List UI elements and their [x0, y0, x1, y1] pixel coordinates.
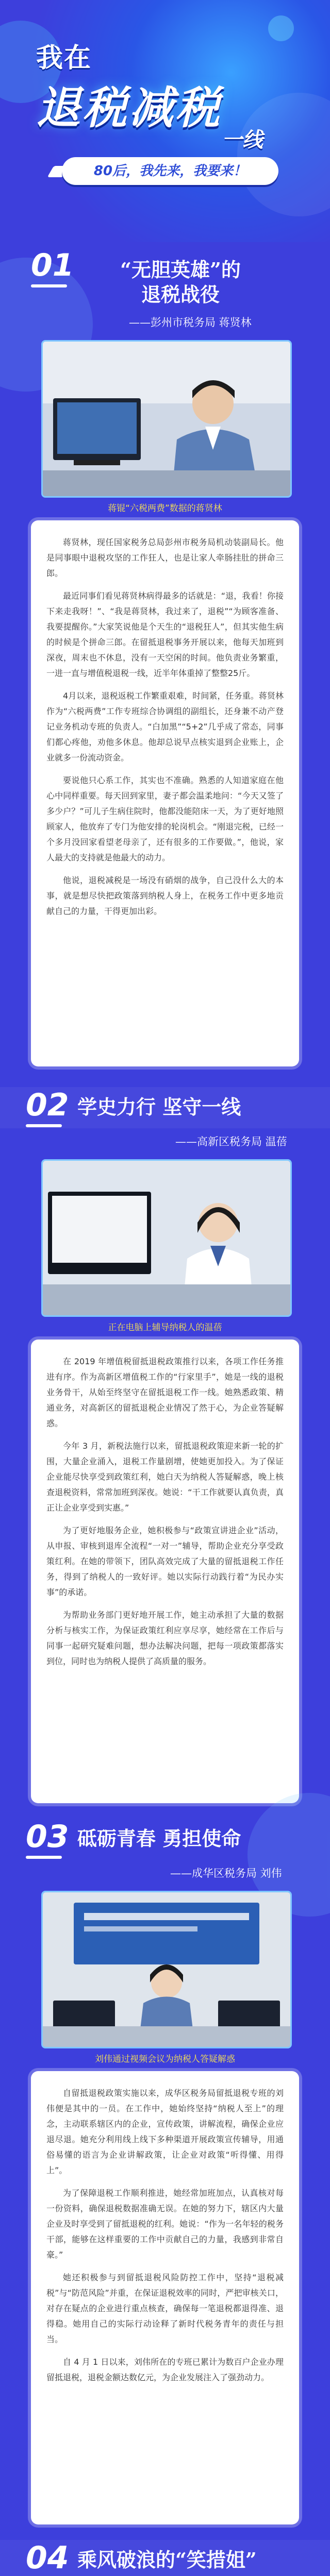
- photo-caption: 刘伟通过视频会议为纳税人答疑解惑: [95, 2054, 235, 2064]
- section-author: ——彭州市税务局 蒋贤林: [129, 316, 252, 329]
- paragraph: 他说，退税减税是一场没有硝烟的战争，自己没什么大的本事，就是想尽快把政策落到纳税人身上，在税务工作中更多地贡献自己的力量，干得更加出彩。: [46, 875, 284, 916]
- paragraph: 为了保障退税工作顺利推进，她经常加班加点，认真核对每一份资料，确保退税数据准确无误。在她的努力下，辖区内大量企业及时享受到了留抵退税的红利。她说：“作为一名年轻的税务干部，能够在这样重要的工作中贡献自己的力量，我感到非常自豪。”: [46, 2188, 284, 2260]
- section-number: 02: [26, 1087, 69, 1123]
- article-card: [31, 520, 299, 1066]
- paragraph: 为了更好地服务企业，她积极参与“政策宣讲进企业”活动，从申报、审核到退库全流程“一对一”辅导，帮助企业充分享受政策红利。在她的带领下，团队高效完成了大量的留抵退税工作任务，得到了纳税人的一致好评。她以实际行动践行着“为民办实事”的承诺。: [46, 1526, 284, 1597]
- paragraph: 4月以来，退税返税工作繁重艰难，时间紧，任务重。蒋贤林作为“六税两费”工作专班综合协调组的副组长，还身兼不动产登记业务机动专班的负责人。“白加黑”“5+2”几乎成了常态，同事们都心疼他，劝他多休息。他却总说早点核实退到企业账上，企业就多一份流动资金。: [46, 691, 284, 762]
- section-title: 乘风破浪的“笑措姐”: [77, 2548, 257, 2571]
- paragraph: 为帮助业务部门更好地开展工作，她主动承担了大量的数据分析与核实工作，为保证政策红利应享尽享，她经常在工作后与同事一起研究疑难问题，想办法解决问题，把每一项政策都落实到位，同时也为纳税人提供了高质量的服务。: [46, 1610, 284, 1666]
- section-title-line: “无胆英雄”的: [120, 258, 241, 281]
- hero-slogan: 80后，我先来，我要来！: [62, 157, 278, 185]
- section-photo: [41, 340, 292, 498]
- paragraph: 蒋贤林，现任国家税务总局彭州市税务局机动装副局长。他是同事眼中退税攻坚的工作狂人，也是让家人牵肠挂肚的拼命三郎。: [46, 537, 284, 578]
- section-number-underline: [26, 1124, 62, 1127]
- section-number: 03: [26, 1819, 69, 1855]
- hero-title-line1: 我在: [36, 43, 92, 74]
- paragraph: 自 4 月 1 日以来，刘伟所在的专班已累计为数百户企业办理留抵退税，退税金额达数亿元，为企业发展注入了强劲动力。: [46, 2357, 284, 2382]
- section-photo: [41, 1891, 292, 2048]
- photo-illustration: [43, 1892, 290, 2047]
- photo-illustration: [43, 342, 290, 496]
- photo-caption: 蒋锟“六税两费”数据的蒋贤林: [108, 503, 222, 514]
- section-author: ——高新区税务局 温蓓: [175, 1136, 287, 1148]
- section-number: 04: [26, 2540, 69, 2576]
- section-number: 01: [31, 247, 74, 283]
- section-number-underline: [31, 284, 67, 287]
- paragraph: 要说他只心系工作，其实也不准确。熟悉的人知道家庭在他心中同样重要。每天回到家里，妻子都会温柔地问：“今天又签了多少户？”可儿子生病住院时，他都没能陪床一天，为了更好地照顾家人，他放弃了专门为他安排的轮岗机会。“刚退完税，已经一个多月没回家看望老母亲了，还有很多的工作要做。”，他说，家人最大的支持就是他最大的动力。: [46, 775, 284, 862]
- article-card: [31, 2071, 299, 2524]
- section-title: 学史力行 坚守一线: [77, 1095, 241, 1118]
- section-title: [93, 258, 268, 307]
- section-number-underline: [26, 1856, 62, 1859]
- decor-circle: [237, 93, 330, 216]
- hero-title-line3: 一线: [222, 128, 263, 152]
- decor-circle: [268, 15, 294, 41]
- section-author: ——成华区税务局 刘伟: [170, 1867, 282, 1879]
- section-title: 砥砺青春 勇担使命: [77, 1827, 241, 1850]
- section-title-line: 退税战役: [141, 283, 220, 306]
- section-photo: [41, 1159, 292, 1317]
- photo-caption: 正在电脑上辅导纳税人的温蓓: [108, 1323, 222, 1333]
- article-card: [31, 1340, 299, 1803]
- hero-title-line2: 退税减税: [36, 82, 222, 134]
- paragraph: 她还积极参与到留抵退税风险防控工作中，坚持“退税减税”与“防范风险”并重，在保证退税效率的同时，严把审核关口，对存在疑点的企业进行重点核查，确保每一笔退税都退得准、退得稳。她用自己的实际行动诠释了新时代税务青年的责任与担当。: [46, 2273, 284, 2344]
- hero-banner: [0, 0, 330, 242]
- paragraph: 在 2019 年增值税留抵退税政策推行以来，各项工作任务推进有序。作为高新区增值税工作的“行家里手”，她是一线的退税业务骨干，从始至终坚守在留抵退税工作一线。她熟悉政策、精通业务，对高新区的留抵退税企业情况了然于心，为企业答疑解惑。: [46, 1357, 284, 1428]
- photo-illustration: [43, 1161, 290, 1315]
- paragraph: 最近同事们看见蒋贤林病得最多的话就是：“退，我看！你接下来走我呀！”、“我是蒋贤林，我过来了，退税”“为顾客准备、我要提醒你。”大家笑说他是个天生的“退税狂人”，但其实他生病的时候是个拼命三郎。在留抵退税事务开展以来，他每天加班到深夜，周末也不休息，没有一天空闲的时间。他负责业务繁重，一进一直与增值税退税一线，近半年体重掉了整整25斤。: [46, 591, 284, 678]
- paragraph: 今年 3 月，新税法施行以来，留抵退税政策迎来新一轮的扩围，大量企业涌入，退税工作量剧增，使她更加投入。为了保证企业能尽快享受到政策红利，她白天为纳税人答疑解惑，晚上核查退税资料，常常加班到深夜。她说：“干工作就要认真负责，真正让企业享受到实惠。”: [46, 1441, 284, 1513]
- paragraph: 自留抵退税政策实施以来，成华区税务局留抵退税专班的刘伟便是其中的一员。在工作中，她始终坚持“纳税人至上”的理念，主动联系辖区内的企业，宣传政策，讲解流程，确保企业应退尽退。她充分利用线上线下多种渠道开展政策宣传辅导，用通俗易懂的语言为企业讲解政策，让企业对政策“听得懂、用得上”。: [46, 2088, 284, 2175]
